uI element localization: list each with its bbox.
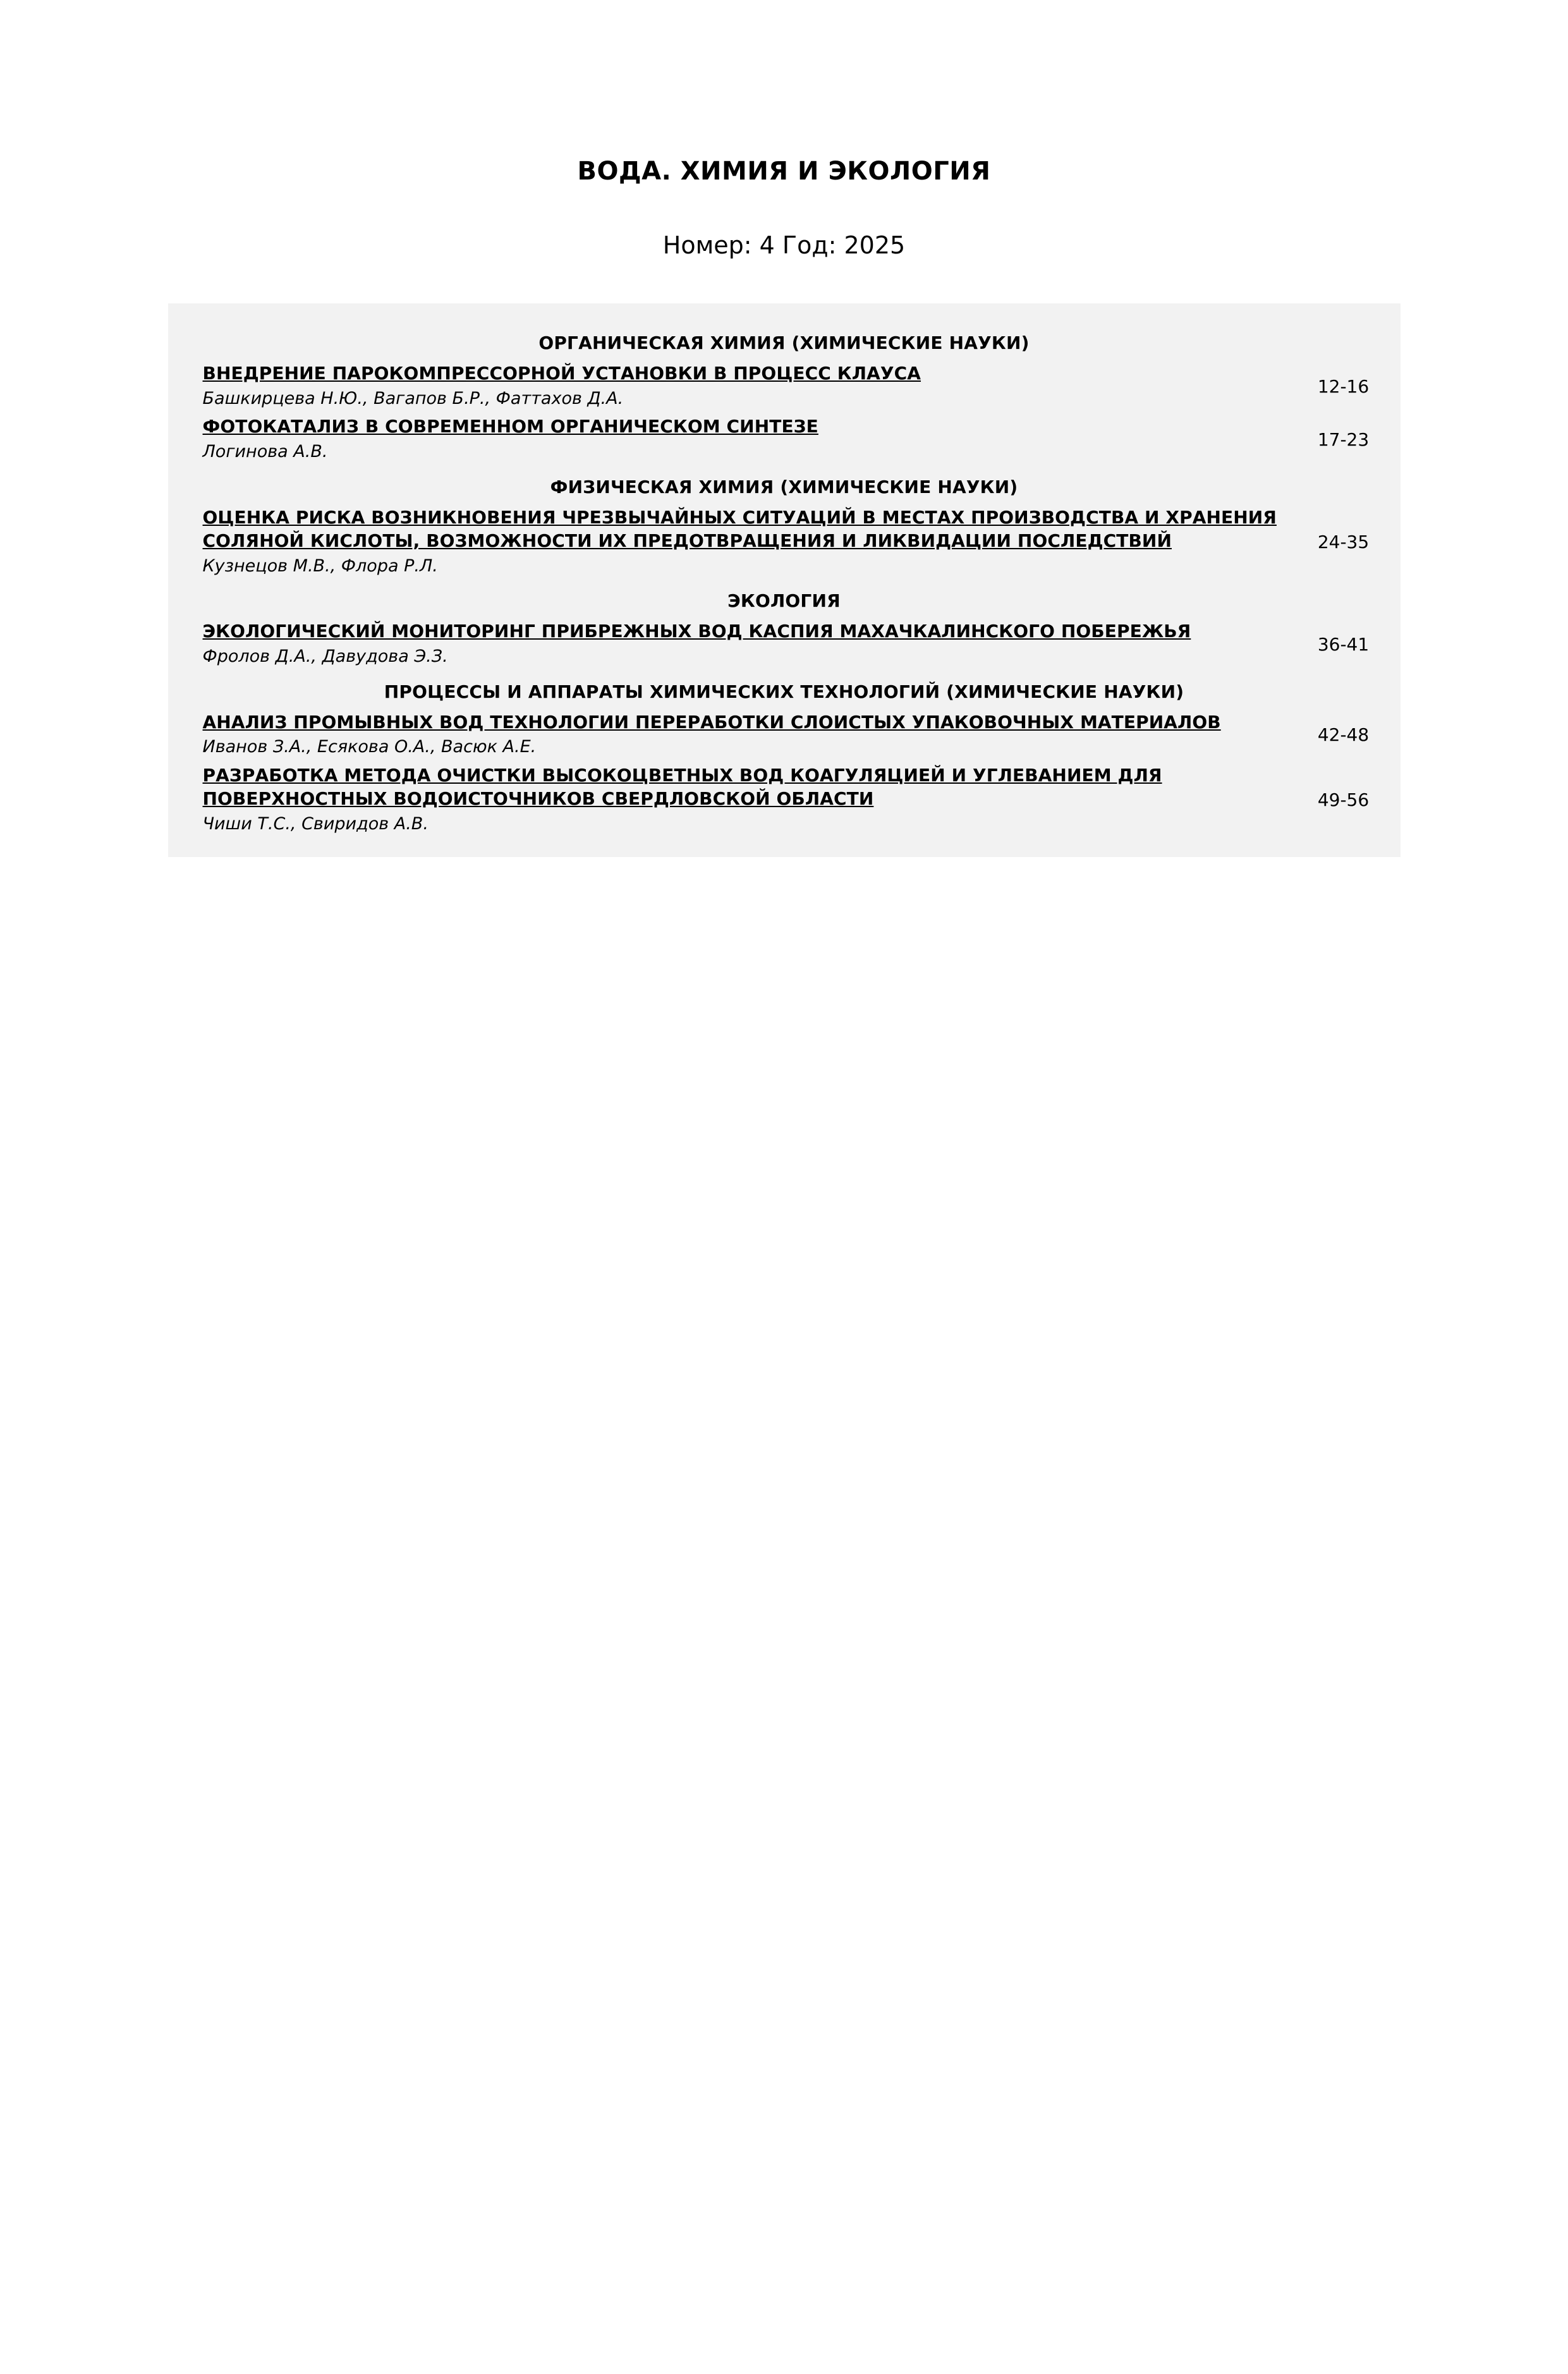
table-of-contents (168, 303, 1401, 857)
section-heading: ФИЗИЧЕСКАЯ ХИМИЯ (ХИМИЧЕСКИЕ НАУКИ) (550, 476, 1018, 497)
article-title-link[interactable]: ЭКОЛОГИЧЕСКИЙ МОНИТОРИНГ ПРИБРЕЖНЫХ ВОД КАСПИЯ МАХАЧКАЛИНСКОГО ПОБЕРЕЖЬЯ (202, 621, 1191, 642)
article-page-range: 17-23 (1317, 429, 1370, 451)
toc-entry-main (168, 620, 1306, 668)
article-page-range: 49-56 (1317, 789, 1370, 811)
article-title-link[interactable]: АНАЛИЗ ПРОМЫВНЫХ ВОД ТЕХНОЛОГИИ ПЕРЕРАБОТКИ СЛОИСТЫХ УПАКОВОЧНЫХ МАТЕРИАЛОВ (202, 711, 1221, 733)
article-title-link[interactable]: ОЦЕНКА РИСКА ВОЗНИКНОВЕНИЯ ЧРЕЗВЫЧАЙНЫХ СИТУАЦИЙ В МЕСТАХ ПРОИЗВОДСТВА И ХРАНЕНИЯ СОЛЯНОЙ КИСЛОТЫ, ВОЗМОЖНОСТИ ИХ ПРЕДОТВРАЩЕНИЯ И ЛИКВИДАЦИИ ПОСЛЕДСТВИЙ (202, 506, 1277, 551)
toc-entry[interactable] (168, 709, 1401, 762)
toc-entry-main (168, 711, 1306, 759)
article-authors: Башкирцева Н.Ю., Вагапов Б.Р., Фаттахов Д.А. (202, 388, 624, 408)
article-page-range: 36-41 (1317, 633, 1370, 655)
section-heading: ОРГАНИЧЕСКАЯ ХИМИЯ (ХИМИЧЕСКИЕ НАУКИ) (538, 332, 1030, 353)
toc-entry-main (168, 415, 1306, 463)
toc-entry[interactable] (168, 504, 1401, 580)
article-authors: Фролов Д.А., Давудова Э.З. (202, 647, 448, 667)
toc-entry[interactable] (168, 762, 1401, 838)
toc-entry-main (168, 506, 1306, 578)
article-authors: Кузнецов М.В., Флора Р.Л. (202, 556, 438, 576)
journal-contents-page (0, 157, 1568, 2374)
section-heading: ПРОЦЕССЫ И АППАРАТЫ ХИМИЧЕСКИХ ТЕХНОЛОГИЙ (ХИМИЧЕСКИЕ НАУКИ) (384, 681, 1184, 702)
section-heading: ЭКОЛОГИЯ (727, 590, 841, 612)
journal-title: ВОДА. ХИМИЯ И ЭКОЛОГИЯ (577, 157, 991, 186)
article-page-range: 12-16 (1317, 375, 1370, 397)
article-authors: Иванов З.А., Есякова О.А., Васюк А.Е. (202, 737, 537, 757)
article-authors: Логинова А.В. (202, 442, 328, 462)
toc-entry-main (168, 362, 1306, 410)
article-page-range: 24-35 (1317, 531, 1370, 552)
article-title-link[interactable]: РАЗРАБОТКА МЕТОДА ОЧИСТКИ ВЫСОКОЦВЕТНЫХ ВОД КОАГУЛЯЦИЕЙ И УГЛЕВАНИЕМ ДЛЯ ПОВЕРХНОСТНЫХ ВОДОИСТОЧНИКОВ СВЕРДЛОВСКОЙ ОБЛАСТИ (202, 764, 1162, 809)
article-title-link[interactable]: ВНЕДРЕНИЕ ПАРОКОМПРЕССОРНОЙ УСТАНОВКИ В ПРОЦЕСС КЛАУСА (202, 363, 921, 384)
toc-entry-main (168, 764, 1306, 836)
article-page-range: 42-48 (1317, 724, 1370, 746)
issue-number-year: Номер: 4 Год: 2025 (662, 231, 906, 259)
toc-entry[interactable] (168, 360, 1401, 413)
toc-entry[interactable] (168, 618, 1401, 671)
article-authors: Чиши Т.С., Свиридов А.В. (202, 813, 428, 834)
article-title-link[interactable]: ФОТОКАТАЛИЗ В СОВРЕМЕННОМ ОРГАНИЧЕСКОМ СИНТЕЗЕ (202, 416, 818, 437)
toc-entry[interactable] (168, 413, 1401, 466)
